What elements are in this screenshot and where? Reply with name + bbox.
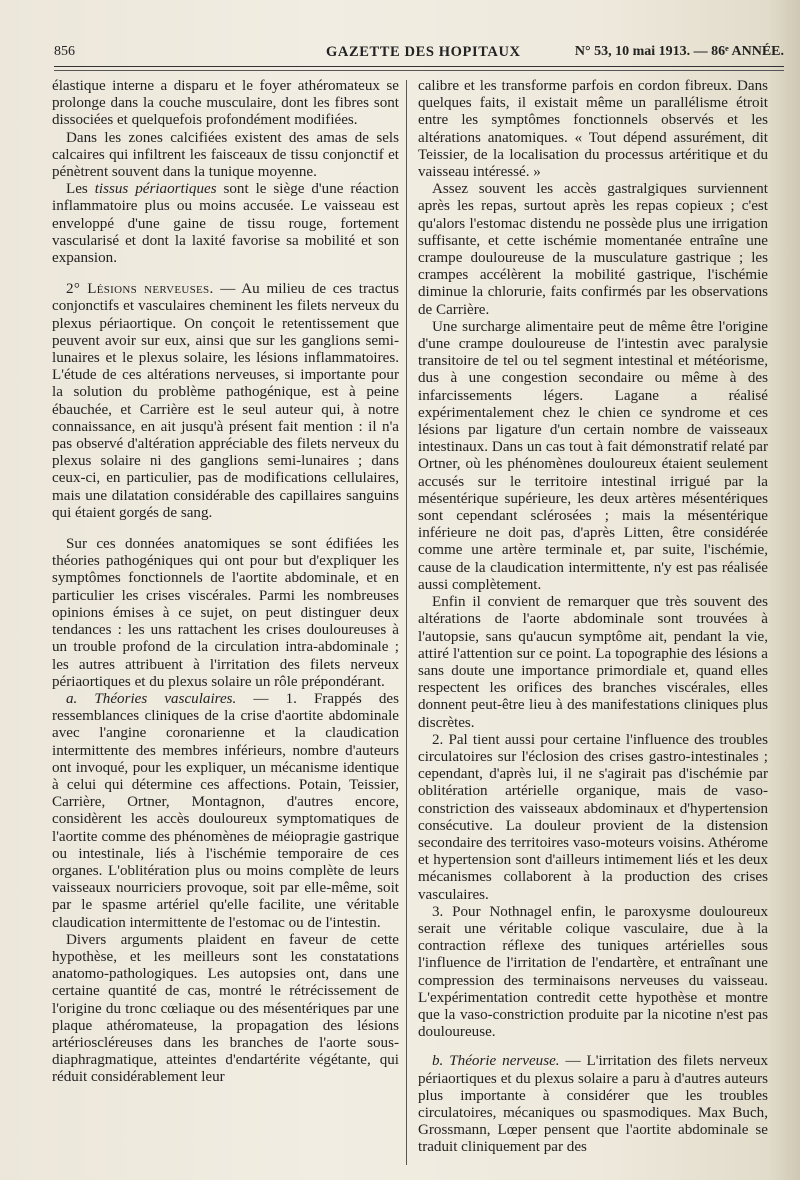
text-run: Les [66,181,95,198]
paragraph: calibre et les transforme parfois en cordon fibreux. Dans quelques faits, il existait même un parallélisme étroit entre les symptômes fonctionnels observés et les altérations anatomiques. « Tout dépend assurément, dit Teissier, de la localisation du processus artéritique et du vaisseau intéressé. » [418,78,768,181]
text-run: — Au milieu de ces tractus conjonctifs et vasculaires cheminent les filets nerveux du plexus périaortique. On conçoit le retentissement que peuvent avoir sur eux, ainsi que sur les ganglions semi-lunaires et le plexus solaire, les lésions inflammatoires. L'étude de ces altérations nerveuses, si importante pour la solution du problème pathogénique, est à peine ébauchée, et Carrière est le seul auteur qui, à notre connaissance, en ait jusqu'à présent fait mention : il n'a pas observé d'altération appréciable des filets nerveux du plexus solaire ni des ganglions semi-lunaires ; dans ceux-ci, en particulier, pas de modifications cellulaires, mais une dilatation considérable des capillaires sanguins qui étaient gorgés de sang. [52,281,400,521]
left-column [52,78,399,1087]
section-heading: b. Théorie nerveuse. [432,1053,560,1070]
text-run: — L'irritation des filets nerveux périaortiques et du plexus solaire a paru à d'autres auteurs plus importante à considérer que les troubles circulatoires, mécaniques ou spasmodiques. Max Buch, Grossmann, Lœper pensent que l'aortite abdominale se traduit cliniquement par des [418,1053,768,1156]
paragraph: Assez souvent les accès gastralgiques surviennent après les repas, surtout après les repas copieux ; c'est qu'alors l'estomac distendu ne possède plus une irrigation suffisante, et cette ischémie momentanée entraîne une crampe douloureuse de la musculature gastrique ; les crampes accélèrent la mobilité gastrique, l'ischémie diminue la chlorurie, faits confirmés par les observations de Carrière. [418,181,768,318]
header-rule-bottom [54,70,784,71]
section-heading: 2° Lésions nerveuses. [66,281,214,298]
paragraph: Sur ces données anatomiques se sont édifiées les théories pathogéniques qui ont pour but d'expliquer les symptômes fonctionnels de l'aortite abdominale, et en particulier les crises viscérales. Parmi les nombreuses opinions émises à ce sujet, on peut distinguer deux tendances : les uns rattachent les crises douloureuses à un trouble profond de la circulation intra-abdominale ; les autres attribuent à l'irritation des filets nerveux périaortiques et du plexus solaire un rôle prépondérant. [52,536,399,690]
paragraph: Enfin il convient de remarquer que très souvent des altérations de l'aorte abdominale sont trouvées à l'autopsie, sans qu'aucun symptôme ait, pendant la vie, attiré l'attention sur ce point. La topographie des lésions a sans doute une importance primordiale et, quand elles respectent les orifices des branches viscérales, elles donnent peut-être lieu à des manifestations cliniques plus discrètes. [418,594,768,731]
paragraph [418,1053,768,1156]
issue-info: N° 53, 10 mai 1913. — 86ᵉ ANNÉE. [574,44,784,59]
paragraph: Divers arguments plaident en faveur de cette hypothèse, et les meilleurs sont les constatations anatomo-pathologiques. Les autopsies ont, dans une certaine quantité de cas, montré le rétrécissement de l'origine du tronc cœliaque ou des mésentériques par une plaque athéromateuse, la propagation des lésions artérioscléreuses dans les branches de l'aorte sous-diaphragmatique, atteintes d'endartérite végétante, qui réduit considérablement leur [52,931,399,1086]
section-heading: a. Théories vasculaires. [66,690,237,707]
paragraph [52,181,399,267]
italic-term: tissus périaortiques [94,181,217,198]
paragraph [52,281,399,522]
page-header [54,42,784,66]
column-divider [406,80,407,1165]
paragraph: 2. Pal tient aussi pour certaine l'influence des troubles circulatoires sur l'éclosion des crises gastro-intestinales ; cependant, d'après lui, il ne s'agirait pas d'ischémie par oblitération artérielle organique, mais de vaso-constriction des vaisseaux abdominaux et d'hypertension consécutive. La douleur provient de la distension secondaire des territoires vaso-moteurs voisins. Athérome et hypertension sont d'ailleurs intimement liés et les deux mécanismes collaborent à la production des crises vasculaires. [418,731,768,903]
text-run: — 1. Frappés des ressemblances cliniques de la crise d'aortite abdominale avec l'angine coronarienne et la claudication intermittente des membres inférieurs, nombre d'auteurs ont invoqué, pour les expliquer, un mécanisme identique à celui qui détermine ces affections. Potain, Teissier, Carrière, Ortner, Montagnon, d'autres encore, considèrent les accès douloureux symptomatiques de l'aortite comme des phénomènes de méiopragie gastrique ou intestinale, liés à l'ischémie temporaire de ces organes. L'oblitération plus ou moins complète de leurs vaisseaux nourriciers provoque, soit par elle-même, soit par le spasme artériel qu'elle facilite, une véritable claudication intermittente de l'estomac ou de l'intestin. [52,690,399,931]
paragraph: Dans les zones calcifiées existent des amas de sels calcaires qui infiltrent les faisceaux de tissu conjonctif et pénètrent souvent dans la tunique moyenne. [52,129,399,181]
paragraph [52,691,399,932]
right-column [418,78,768,1157]
text-run: sont le siège d'une réaction inflammatoire plus ou moins accusée. Le vaisseau est enveloppé d'une gaine de tissu rouge, fortement vascularisé et dont la laxité favorise sa mobilité et son expansion. [52,181,399,267]
paragraph: élastique interne a disparu et le foyer athéromateux se prolonge dans la couche musculaire, dont les fibres sont dissociées et quelquefois profondément modifiées. [52,78,399,129]
paragraph: Une surcharge alimentaire peut de même être l'origine d'une crampe douloureuse de l'intestin avec paralysie transitoire de tel ou tel segment intestinal et météorisme, dus à une congestion secondaire ou même à des infarcissements légers. Lagane a réalisé expérimentalement chez le chien ce syndrome et ces lésions par ligature d'un certain nombre de vaisseaux intestinaux. Dans un cas tout à fait démonstratif relaté par Ortner, où les phénomènes douloureux étaient seulement accusés sur le territoire intestinal irrigué par la mésentérique supérieure, les deux artères mésentériques sont cependant sclérosées ; mais la mésentérique inférieure ne doit pas, d'après Litten, être considérée comme une artère terminale et, par suite, l'ischémie, cause de la claudication intermittente, n'y est pas réalisée aussi complètement. [418,318,768,593]
header-rule-top [54,66,784,67]
paragraph: 3. Pour Nothnagel enfin, le paroxysme douloureux serait une véritable colique vasculaire, due à la contraction réflexe des tuniques artérielles sous l'influence de l'irritation de l'endartère, et entraînant une compression des terminaisons nerveuses du vaisseau. L'expérimentation contredit cette hypothèse et montre que la vaso-constriction produite par la nicotine n'est pas douloureuse. [418,903,768,1041]
page-number: 856 [54,44,75,59]
journal-title: GAZETTE DES HOPITAUX [326,44,521,60]
